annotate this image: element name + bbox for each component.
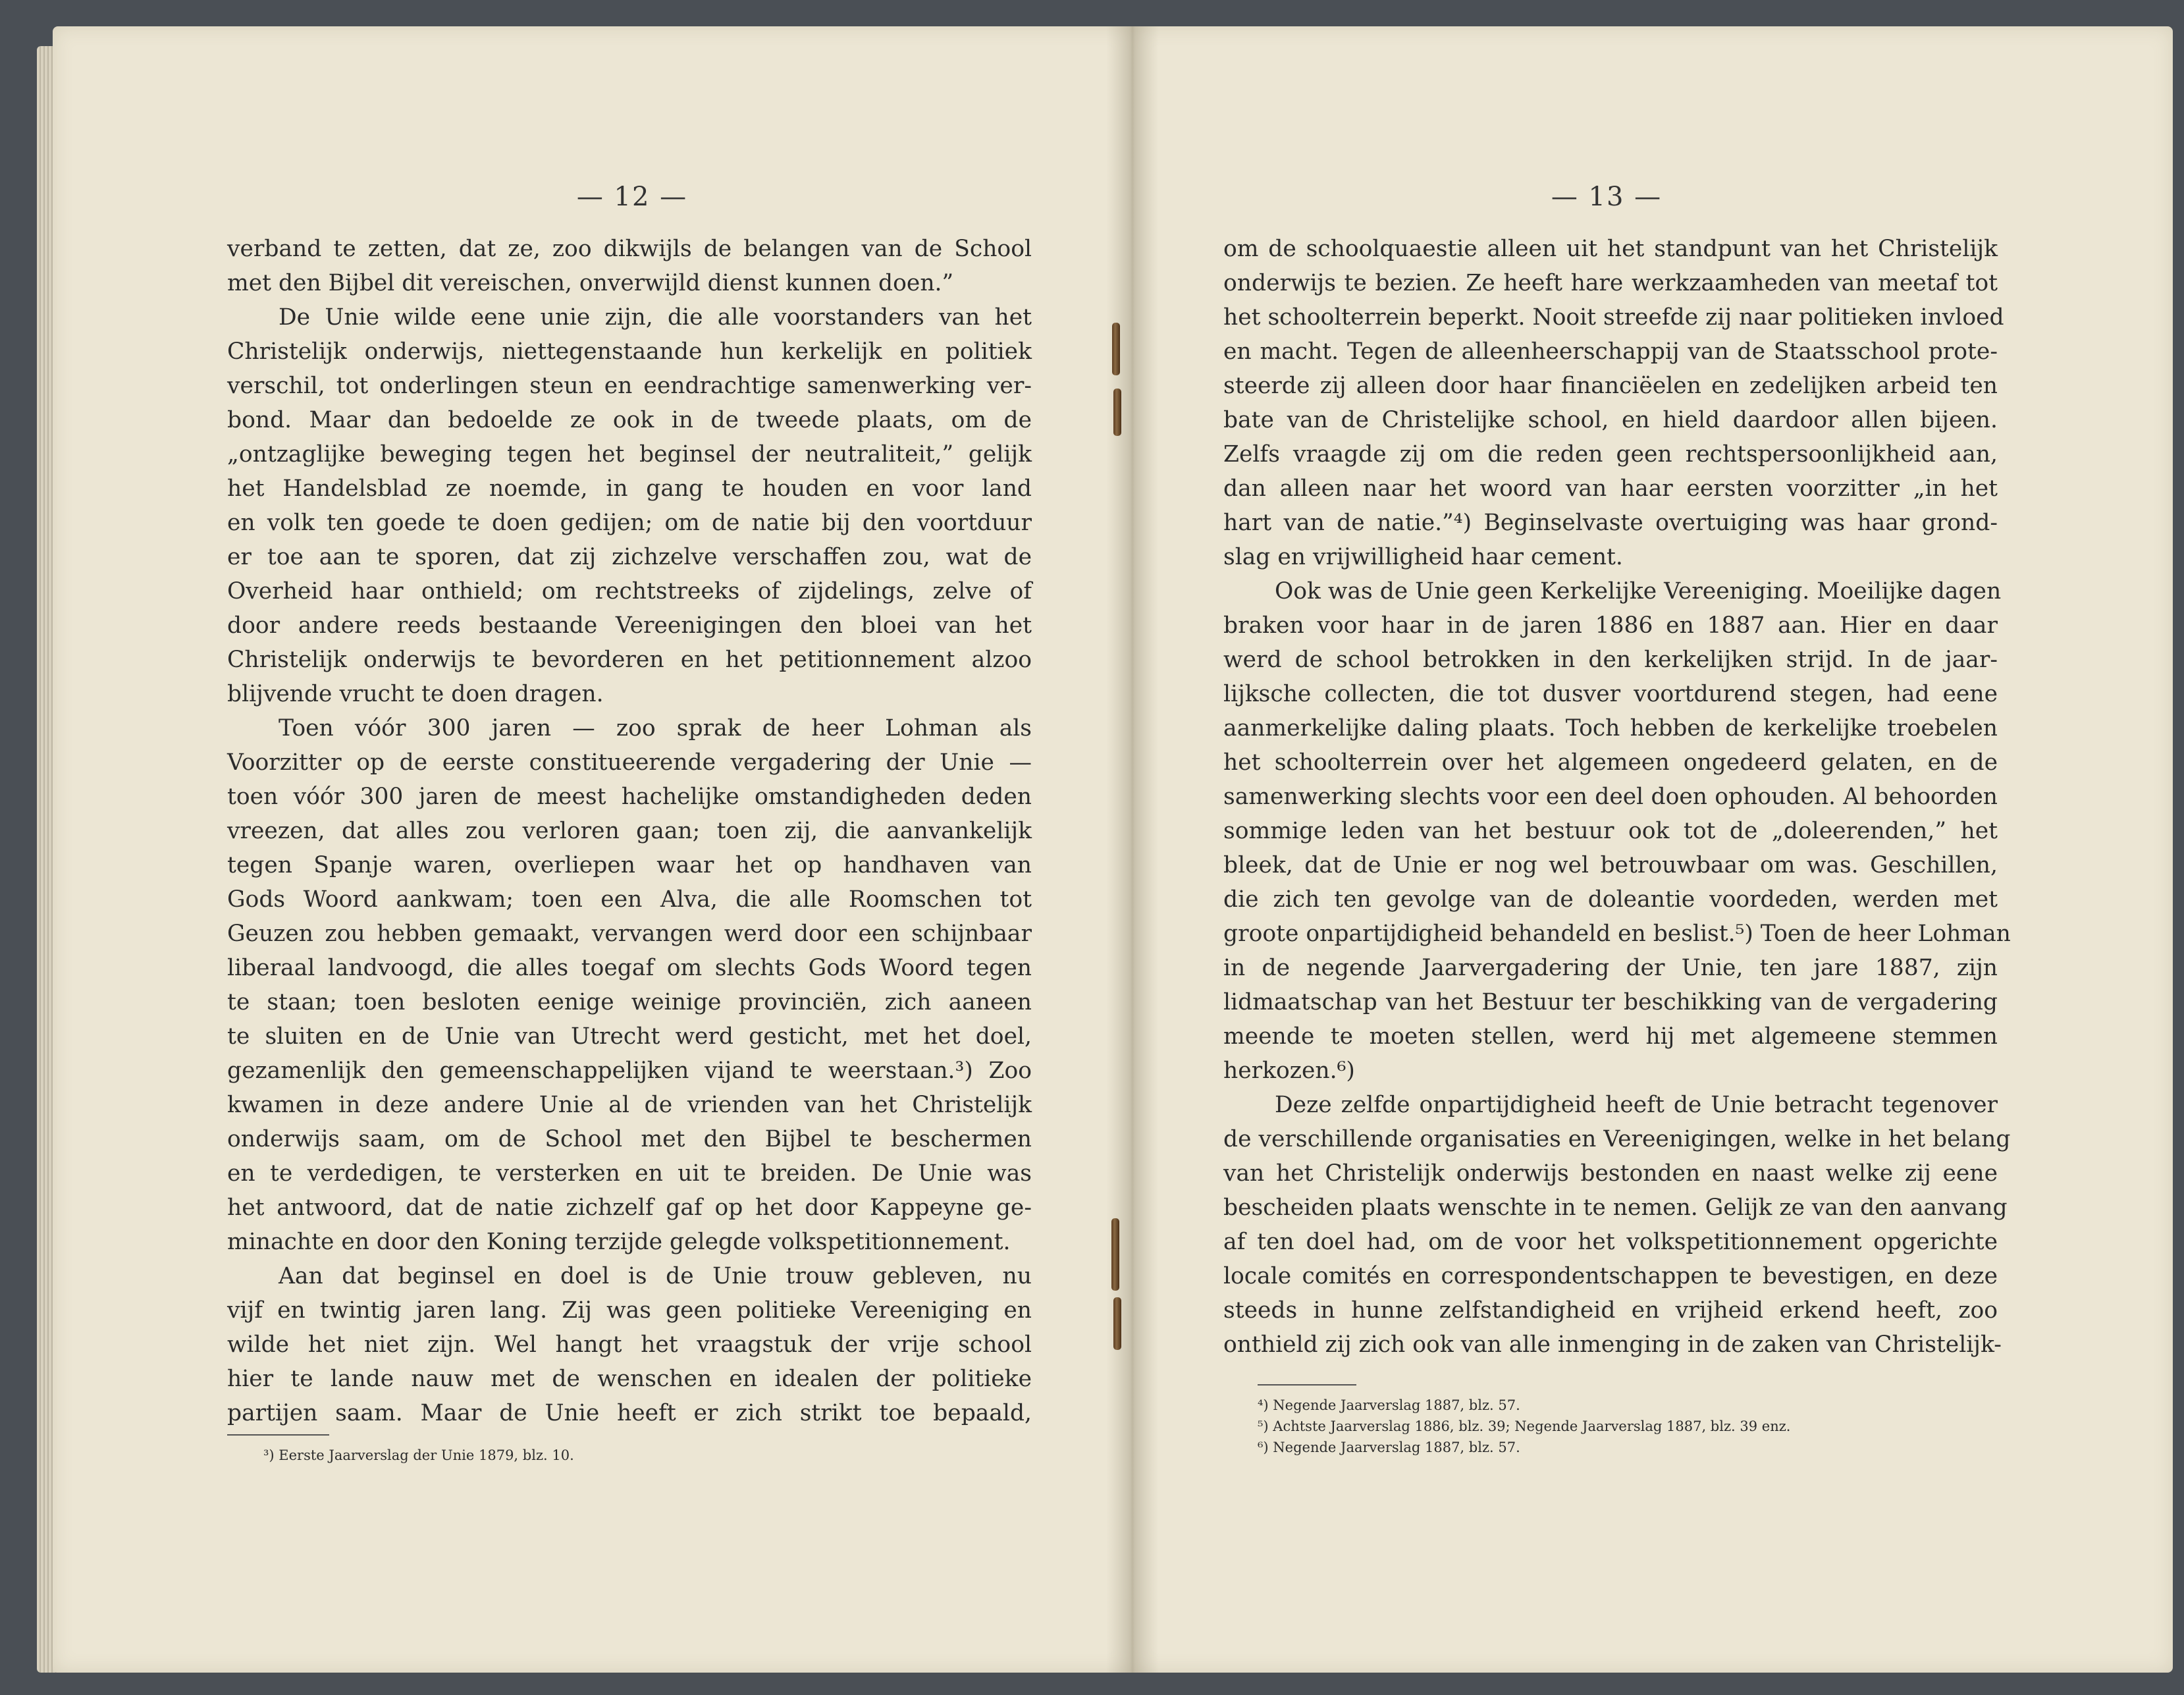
text-line: het Handelsblad ze noemde, in gang te houden en voor land bbox=[227, 475, 1032, 502]
text-line: groote onpartijdigheid behandeld en beslist.⁵) Toen de heer Lohman bbox=[1223, 921, 2011, 947]
text-line: met den Bijbel dit vereischen, onverwijld dienst kunnen doen.” bbox=[227, 270, 954, 296]
text-line: De Unie wilde eene unie zijn, die alle voorstanders van het bbox=[279, 304, 1032, 331]
text-line: te sluiten en de Unie van Utrecht werd gesticht, met het doel, bbox=[227, 1023, 1032, 1050]
text-line: Ook was de Unie geen Kerkelijke Vereeniging. Moeilijke dagen bbox=[1275, 578, 2002, 605]
text-line: en volk ten goede te doen gedijen; om de natie bij den voortduur bbox=[227, 510, 1032, 536]
text-line: braken voor haar in de jaren 1886 en 1887 aan. Hier en daar bbox=[1223, 612, 1998, 639]
text-line: af ten doel had, om de voor het volkspetitionnement opgerichte bbox=[1223, 1229, 1998, 1255]
text-line: door andere reeds bestaande Vereenigingen den bloei van het bbox=[227, 612, 1032, 639]
footnote: ³) Eerste Jaarverslag der Unie 1879, blz. 10. bbox=[263, 1447, 574, 1463]
text-line: steeds in hunne zelfstandigheid en vrijheid erkend heeft, zoo bbox=[1223, 1297, 1998, 1324]
text-line: sommige leden van het bestuur ook tot de „doleerenden,” het bbox=[1223, 818, 1998, 844]
text-line: de verschillende organisaties en Vereenigingen, welke in het belang bbox=[1223, 1126, 2011, 1152]
text-line: Toen vóór 300 jaren — zoo sprak de heer Lohman als bbox=[279, 715, 1032, 741]
text-line: kwamen in deze andere Unie al de vrienden van het Christelijk bbox=[227, 1092, 1032, 1118]
text-line: bond. Maar dan bedoelde ze ook in de tweede plaats, om de bbox=[227, 407, 1032, 433]
text-line: liberaal landvoogd, die alles toegaf om slechts Gods Woord tegen bbox=[227, 955, 1032, 981]
text-line: en te verdedigen, te versterken en uit te breiden. De Unie was bbox=[227, 1160, 1032, 1187]
page-number-right: — 13 — bbox=[1551, 182, 1663, 212]
text-line: vreezen, dat alles zou verloren gaan; toen zij, die aanvankelijk bbox=[227, 818, 1032, 844]
text-line: het antwoord, dat de natie zichzelf gaf op het door Kappeyne ge- bbox=[227, 1195, 1032, 1221]
text-line: Overheid haar onthield; om rechtstreeks of zijdelings, zelve of bbox=[227, 578, 1032, 605]
text-line: werd de school betrokken in den kerkelijken strijd. In de jaar- bbox=[1223, 647, 1998, 673]
text-line: partijen saam. Maar de Unie heeft er zich strikt toe bepaald, bbox=[227, 1400, 1032, 1426]
text-line: toen vóór 300 jaren de meest hachelijke omstandigheden deden bbox=[227, 784, 1032, 810]
text-line: tegen Spanje waren, overliepen waar het op handhaven van bbox=[227, 852, 1032, 878]
text-line: Aan dat beginsel en doel is de Unie trouw gebleven, nu bbox=[279, 1263, 1032, 1289]
text-line: verband te zetten, dat ze, zoo dikwijls de belangen van de School bbox=[227, 236, 1032, 262]
text-line: Geuzen zou hebben gemaakt, vervangen werd door een schijnbaar bbox=[227, 921, 1032, 947]
right-page-body bbox=[1223, 232, 2011, 1362]
text-line: onthield zij zich ook van alle inmenging in de zaken van Christelijk- bbox=[1223, 1332, 2002, 1358]
text-line: bescheiden plaats wenschte in te nemen. Gelijk ze van den aanvang bbox=[1223, 1195, 2008, 1221]
text-line: het schoolterrein over het algemeen ongedeerd gelaten, en de bbox=[1223, 749, 1998, 776]
text-line: Christelijk onderwijs te bevorderen en het petitionnement alzoo bbox=[227, 647, 1032, 673]
text-line: lidmaatschap van het Bestuur ter beschikking van de vergadering bbox=[1223, 989, 1998, 1015]
text-line: locale comités en correspondentschappen te bevestigen, en deze bbox=[1223, 1263, 1998, 1289]
text-line: gezamenlijk den gemeenschappelijken vijand te weerstaan.³) Zoo bbox=[227, 1058, 1032, 1084]
footnote: ⁶) Negende Jaarverslag 1887, blz. 57. bbox=[1258, 1439, 1520, 1455]
footnote-rule-left bbox=[227, 1434, 329, 1436]
text-line: aanmerkelijke daling plaats. Toch hebben de kerkelijke troebelen bbox=[1223, 715, 1998, 741]
text-line: minachte en door den Koning terzijde gelegde volkspetitionnement. bbox=[227, 1229, 1011, 1255]
text-line: er toe aan te sporen, dat zij zichzelve verschaffen zou, wat de bbox=[227, 544, 1032, 570]
text-line: dan alleen naar het woord van haar eersten voorzitter „in het bbox=[1223, 475, 1998, 502]
binding-staple-top-a bbox=[1112, 323, 1120, 375]
text-line: bleek, dat de Unie er nog wel betrouwbaar om was. Geschillen, bbox=[1223, 852, 1998, 878]
footnote: ⁵) Achtste Jaarverslag 1886, blz. 39; Negende Jaarverslag 1887, blz. 39 enz. bbox=[1258, 1418, 1791, 1434]
page-number-left: — 12 — bbox=[576, 182, 688, 212]
left-page-body bbox=[227, 232, 1032, 1430]
footnote-rule-right bbox=[1258, 1384, 1356, 1386]
text-line: vijf en twintig jaren lang. Zij was geen politieke Vereeniging en bbox=[227, 1297, 1032, 1324]
text-line: Voorzitter op de eerste constitueerende vergadering der Unie — bbox=[227, 749, 1032, 776]
text-line: Zelfs vraagde zij om die reden geen rechtspersoonlijkheid aan, bbox=[1223, 441, 1998, 468]
right-page bbox=[1132, 26, 2173, 1673]
text-line: en macht. Tegen de alleenheerschappij van de Staatsschool prote- bbox=[1223, 338, 1998, 365]
text-line: Christelijk onderwijs, niettegenstaande hun kerkelijk en politiek bbox=[227, 338, 1032, 365]
text-line: slag en vrijwilligheid haar cement. bbox=[1223, 544, 1623, 570]
text-line: steerde zij alleen door haar financiëelen en zedelijken arbeid ten bbox=[1223, 373, 1998, 399]
text-line: blijvende vrucht te doen dragen. bbox=[227, 681, 604, 707]
footnote: ⁴) Negende Jaarverslag 1887, blz. 57. bbox=[1258, 1397, 1520, 1413]
text-line: te staan; toen besloten eenige weinige provinciën, zich aaneen bbox=[227, 989, 1032, 1015]
text-line: Deze zelfde onpartijdigheid heeft de Unie betracht tegenover bbox=[1275, 1092, 1998, 1118]
text-line: die zich ten gevolge van de doleantie voordeden, werden met bbox=[1223, 886, 1998, 913]
book-gutter bbox=[1106, 26, 1159, 1673]
binding-staple-top-b bbox=[1113, 389, 1121, 436]
text-line: onderwijs saam, om de School met den Bijbel te beschermen bbox=[227, 1126, 1032, 1152]
text-line: meende te moeten stellen, werd hij met algemeene stemmen bbox=[1223, 1023, 1998, 1050]
left-page-footnotes bbox=[263, 1445, 574, 1466]
right-page-footnotes bbox=[1258, 1395, 1790, 1458]
text-line: „ontzaglijke beweging tegen het beginsel der neutraliteit,” gelijk bbox=[227, 441, 1032, 468]
text-line: herkozen.⁶) bbox=[1223, 1058, 1355, 1084]
text-line: samenwerking slechts voor een deel doen ophouden. Al behoorden bbox=[1223, 784, 1998, 810]
binding-staple-bottom-a bbox=[1111, 1218, 1119, 1291]
text-line: om de schoolquaestie alleen uit het standpunt van het Christelijk bbox=[1223, 236, 1998, 262]
open-book bbox=[26, 20, 2174, 1686]
text-line: Gods Woord aankwam; toen een Alva, die alle Roomschen tot bbox=[227, 886, 1032, 913]
text-line: wilde het niet zijn. Wel hangt het vraagstuk der vrije school bbox=[227, 1332, 1032, 1358]
text-line: van het Christelijk onderwijs bestonden en naast welke zij eene bbox=[1223, 1160, 1998, 1187]
text-line: hart van de natie.”⁴) Beginselvaste overtuiging was haar grond- bbox=[1223, 510, 1998, 536]
text-line: lijksche collecten, die tot dusver voortdurend stegen, had eene bbox=[1223, 681, 1998, 707]
binding-staple-bottom-b bbox=[1113, 1297, 1121, 1350]
text-line: verschil, tot onderlingen steun en eendrachtige samenwerking ver- bbox=[227, 373, 1032, 399]
text-line: bate van de Christelijke school, en hield daardoor allen bijeen. bbox=[1223, 407, 1998, 433]
left-page bbox=[53, 26, 1132, 1673]
text-line: in de negende Jaarvergadering der Unie, ten jare 1887, zijn bbox=[1223, 955, 1998, 981]
text-line: hier te lande nauw met de wenschen en idealen der politieke bbox=[227, 1366, 1032, 1392]
text-line: onderwijs te bezien. Ze heeft hare werkzaamheden van meetaf tot bbox=[1223, 270, 1998, 296]
text-line: het schoolterrein beperkt. Nooit streefde zij naar politieken invloed bbox=[1223, 304, 2004, 331]
